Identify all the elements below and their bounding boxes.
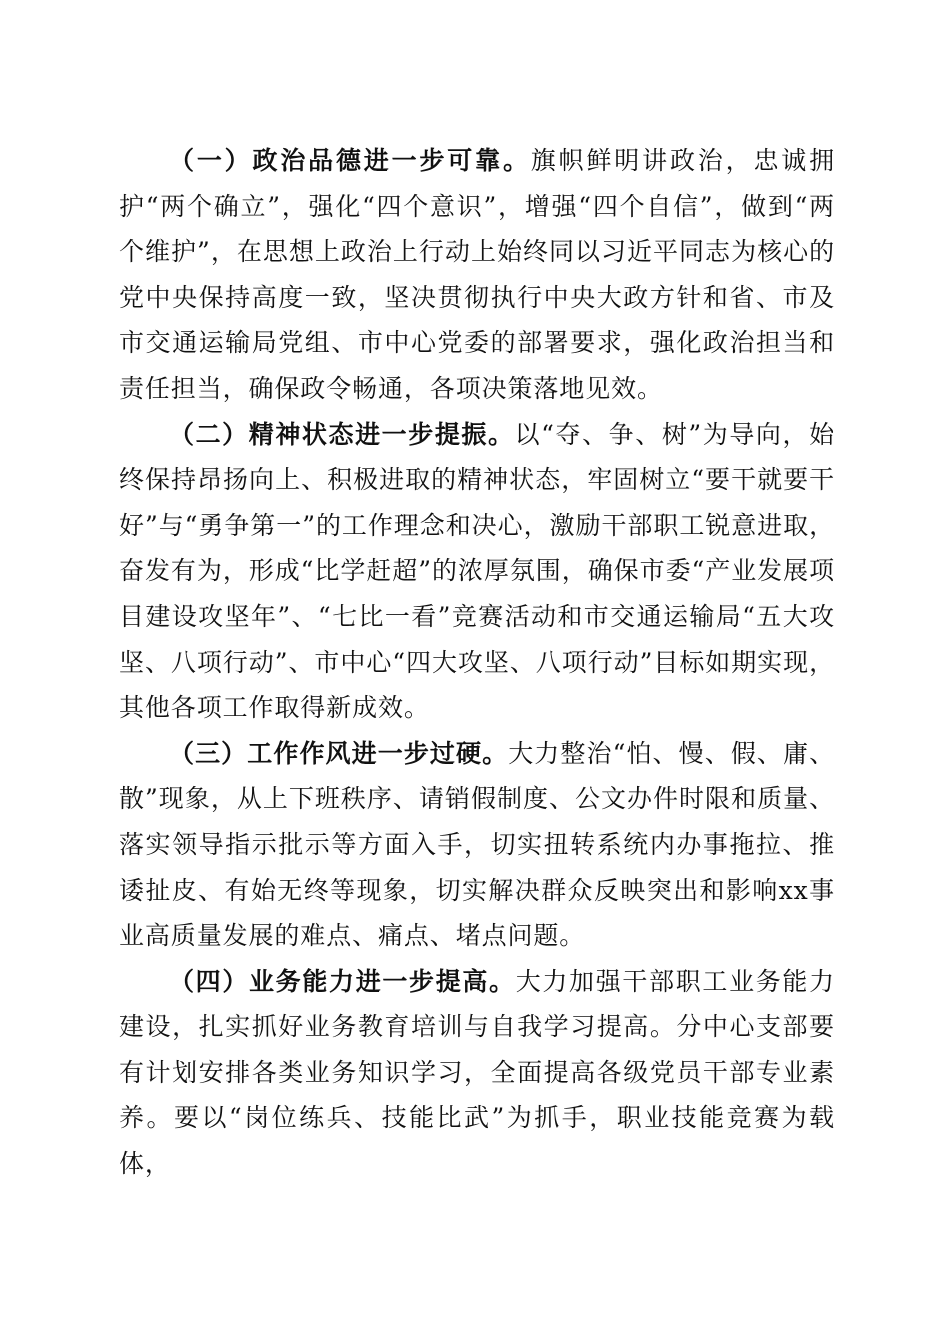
paragraph-heading: （四）业务能力进一步提高。: [169, 966, 516, 996]
paragraph-business-ability: [119, 959, 835, 1187]
paragraph-heading: （三）工作作风进一步过硬。: [169, 738, 509, 768]
paragraph-work-style: [119, 731, 835, 959]
paragraph-heading: （二）精神状态进一步提振。: [169, 419, 515, 449]
paragraph-political-quality: [119, 138, 835, 412]
paragraph-text: 旗帜鲜明讲政治，忠诚拥护“两个确立”，强化“四个意识”，增强“四个自信”，做到“两个维护”，在思想上政治上行动上始终同以习近平同志为核心的党中央保持高度一致，坚决贯彻执行中央大政方针和省、市及市交通运输局党组、市中心党委的部署要求，强化政治担当和责任担当，确保政令畅通，各项决策落地见效。: [119, 146, 835, 403]
paragraph-text: 大力加强干部职工业务能力建设，扎实抓好业务教育培训与自我学习提高。分中心支部要有计划安排各类业务知识学习，全面提高各级党员干部专业素养。要以“岗位练兵、技能比武”为抓手，职业技能竞赛为载体，: [119, 966, 835, 1179]
paragraph-text: 以“夺、争、树”为导向，始终保持昂扬向上、积极进取的精神状态，牢固树立“要干就要干好”与“勇争第一”的工作理念和决心，激励干部职工锐意进取，奋发有为，形成“比学赶超”的浓厚氛围，确保市委“产业发展项目建设攻坚年”、“七比一看”竞赛活动和市交通运输局“五大攻坚、八项行动”、市中心“四大攻坚、八项行动”目标如期实现，其他各项工作取得新成效。: [119, 419, 836, 723]
document-body: [119, 138, 835, 1187]
paragraph-spirit: [119, 412, 835, 731]
paragraph-text: 大力整治“怕、慢、假、庸、散”现象，从上下班秩序、请销假制度、公文办件时限和质量、落实领导指示批示等方面入手，切实扭转系统内办事拖拉、推诿扯皮、有始无终等现象，切实解决群众反映突出和影响xx事业高质量发展的难点、痛点、堵点问题。: [119, 738, 836, 951]
paragraph-heading: （一）政治品德进一步可靠。: [169, 146, 531, 175]
